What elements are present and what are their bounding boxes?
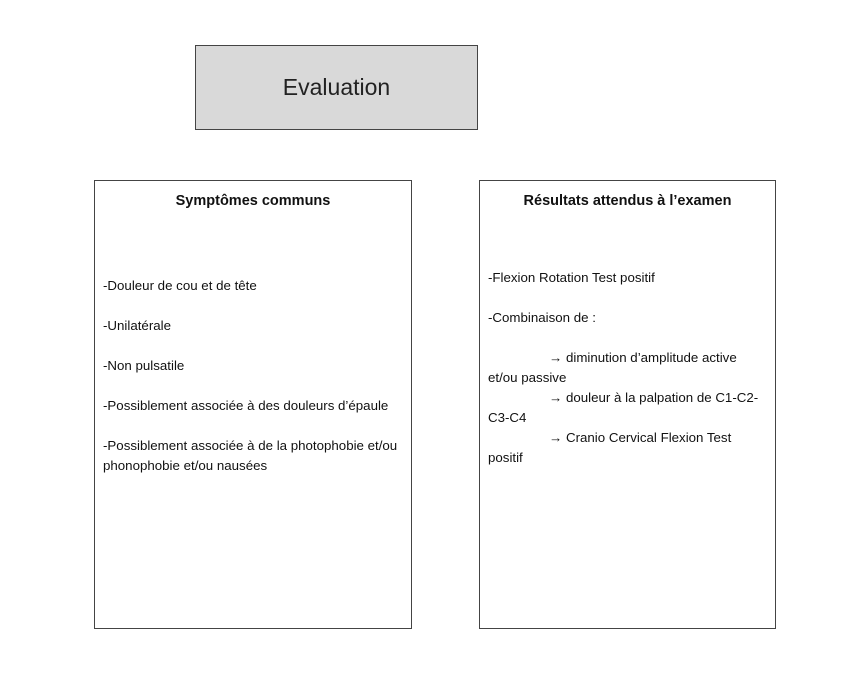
common-symptoms-list xyxy=(103,276,399,496)
evaluation-title-box xyxy=(195,45,478,130)
expected-results-list xyxy=(488,268,763,468)
symptom-item: -Unilatérale xyxy=(103,318,171,333)
symptom-item: -Non pulsatile xyxy=(103,358,185,373)
common-symptoms-panel xyxy=(94,180,412,629)
expected-results-heading: Résultats attendus à l’examen xyxy=(523,193,732,209)
symptom-item: -Possiblement associée à des douleurs d’épaule xyxy=(103,398,389,413)
result-sub-item: → diminution d’amplitude active et/ou passive xyxy=(488,350,737,385)
evaluation-title: Evaluation xyxy=(282,74,391,100)
symptom-item: -Douleur de cou et de tête xyxy=(103,278,257,293)
common-symptoms-heading: Symptômes communs xyxy=(175,193,331,209)
result-item: -Flexion Rotation Test positif xyxy=(488,270,655,285)
expected-results-panel xyxy=(479,180,776,629)
result-sub-item: → Cranio Cervical Flexion Test positif xyxy=(488,430,732,465)
symptom-item: -Possiblement associée à de la photophobie et/ou phonophobie et/ou nausées xyxy=(103,438,398,473)
result-sub-item: → douleur à la palpation de C1-C2-C3-C4 xyxy=(488,390,759,425)
result-item: -Combinaison de : xyxy=(488,310,596,325)
